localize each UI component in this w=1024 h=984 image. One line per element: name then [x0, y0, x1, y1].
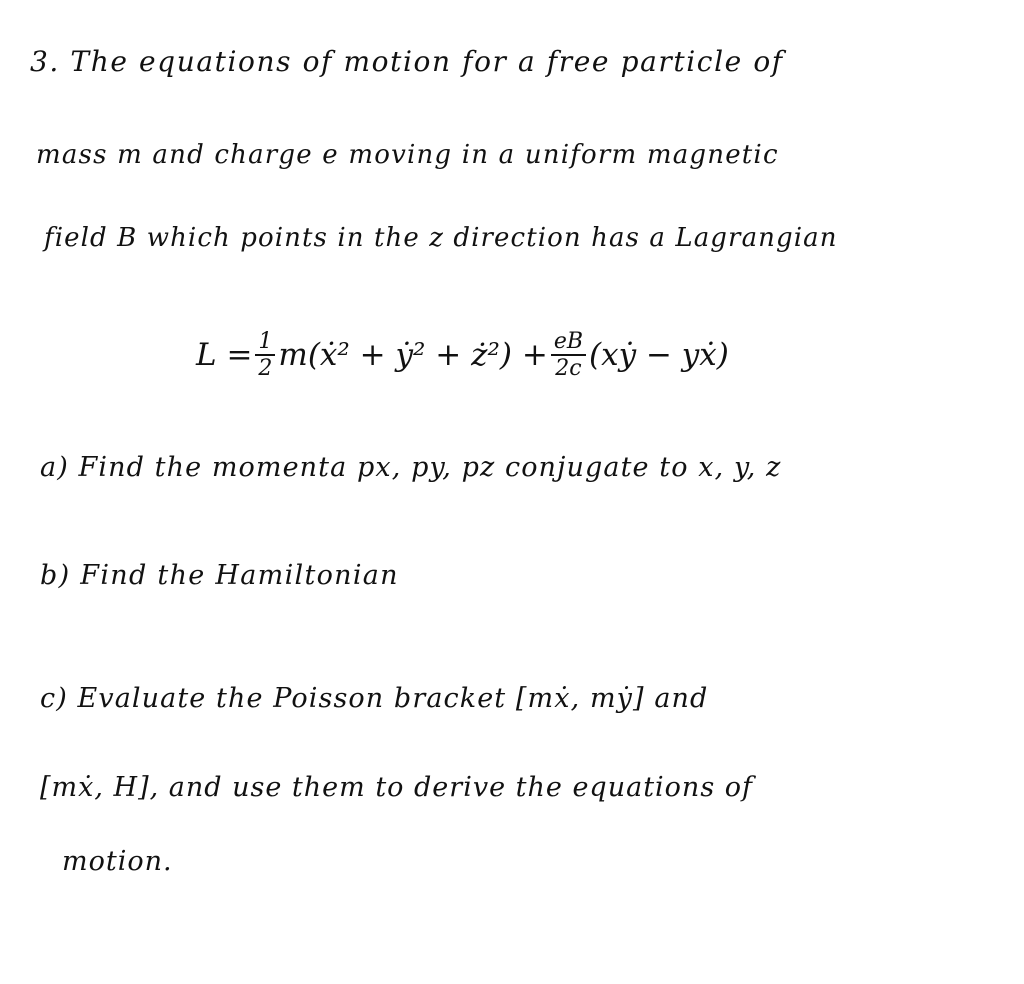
- half-numerator: 1: [255, 330, 275, 356]
- half-denominator: 2: [258, 356, 273, 382]
- part-a: a) Find the momenta px, py, pz conjugate to x, y, z: [40, 452, 782, 483]
- coupling-term: (xẏ − yẋ): [589, 337, 729, 374]
- part-b: b) Find the Hamiltonian: [40, 560, 399, 591]
- problem-statement-line-2: mass m and charge e moving in a uniform magnetic: [36, 140, 779, 170]
- coupling-fraction: [551, 330, 586, 380]
- kinetic-term: m(ẋ² + ẏ² + ż²) +: [278, 337, 548, 374]
- coupling-numerator: eB: [551, 330, 586, 356]
- equation-lhs: L =: [196, 337, 253, 374]
- problem-statement-line-3: field B which points in the z direction has a Lagrangian: [44, 223, 838, 253]
- problem-statement-line-1: 3. The equations of motion for a free particle of: [30, 45, 784, 78]
- part-c-line-2: [mẋ, H], and use them to derive the equations of: [40, 772, 754, 803]
- half-fraction: [255, 330, 275, 380]
- coupling-denominator: 2c: [555, 356, 582, 382]
- part-c-line-1: c) Evaluate the Poisson bracket [mẋ, mẏ] and: [40, 683, 709, 714]
- part-c-line-3: motion.: [62, 846, 173, 877]
- lagrangian-equation: [196, 330, 729, 380]
